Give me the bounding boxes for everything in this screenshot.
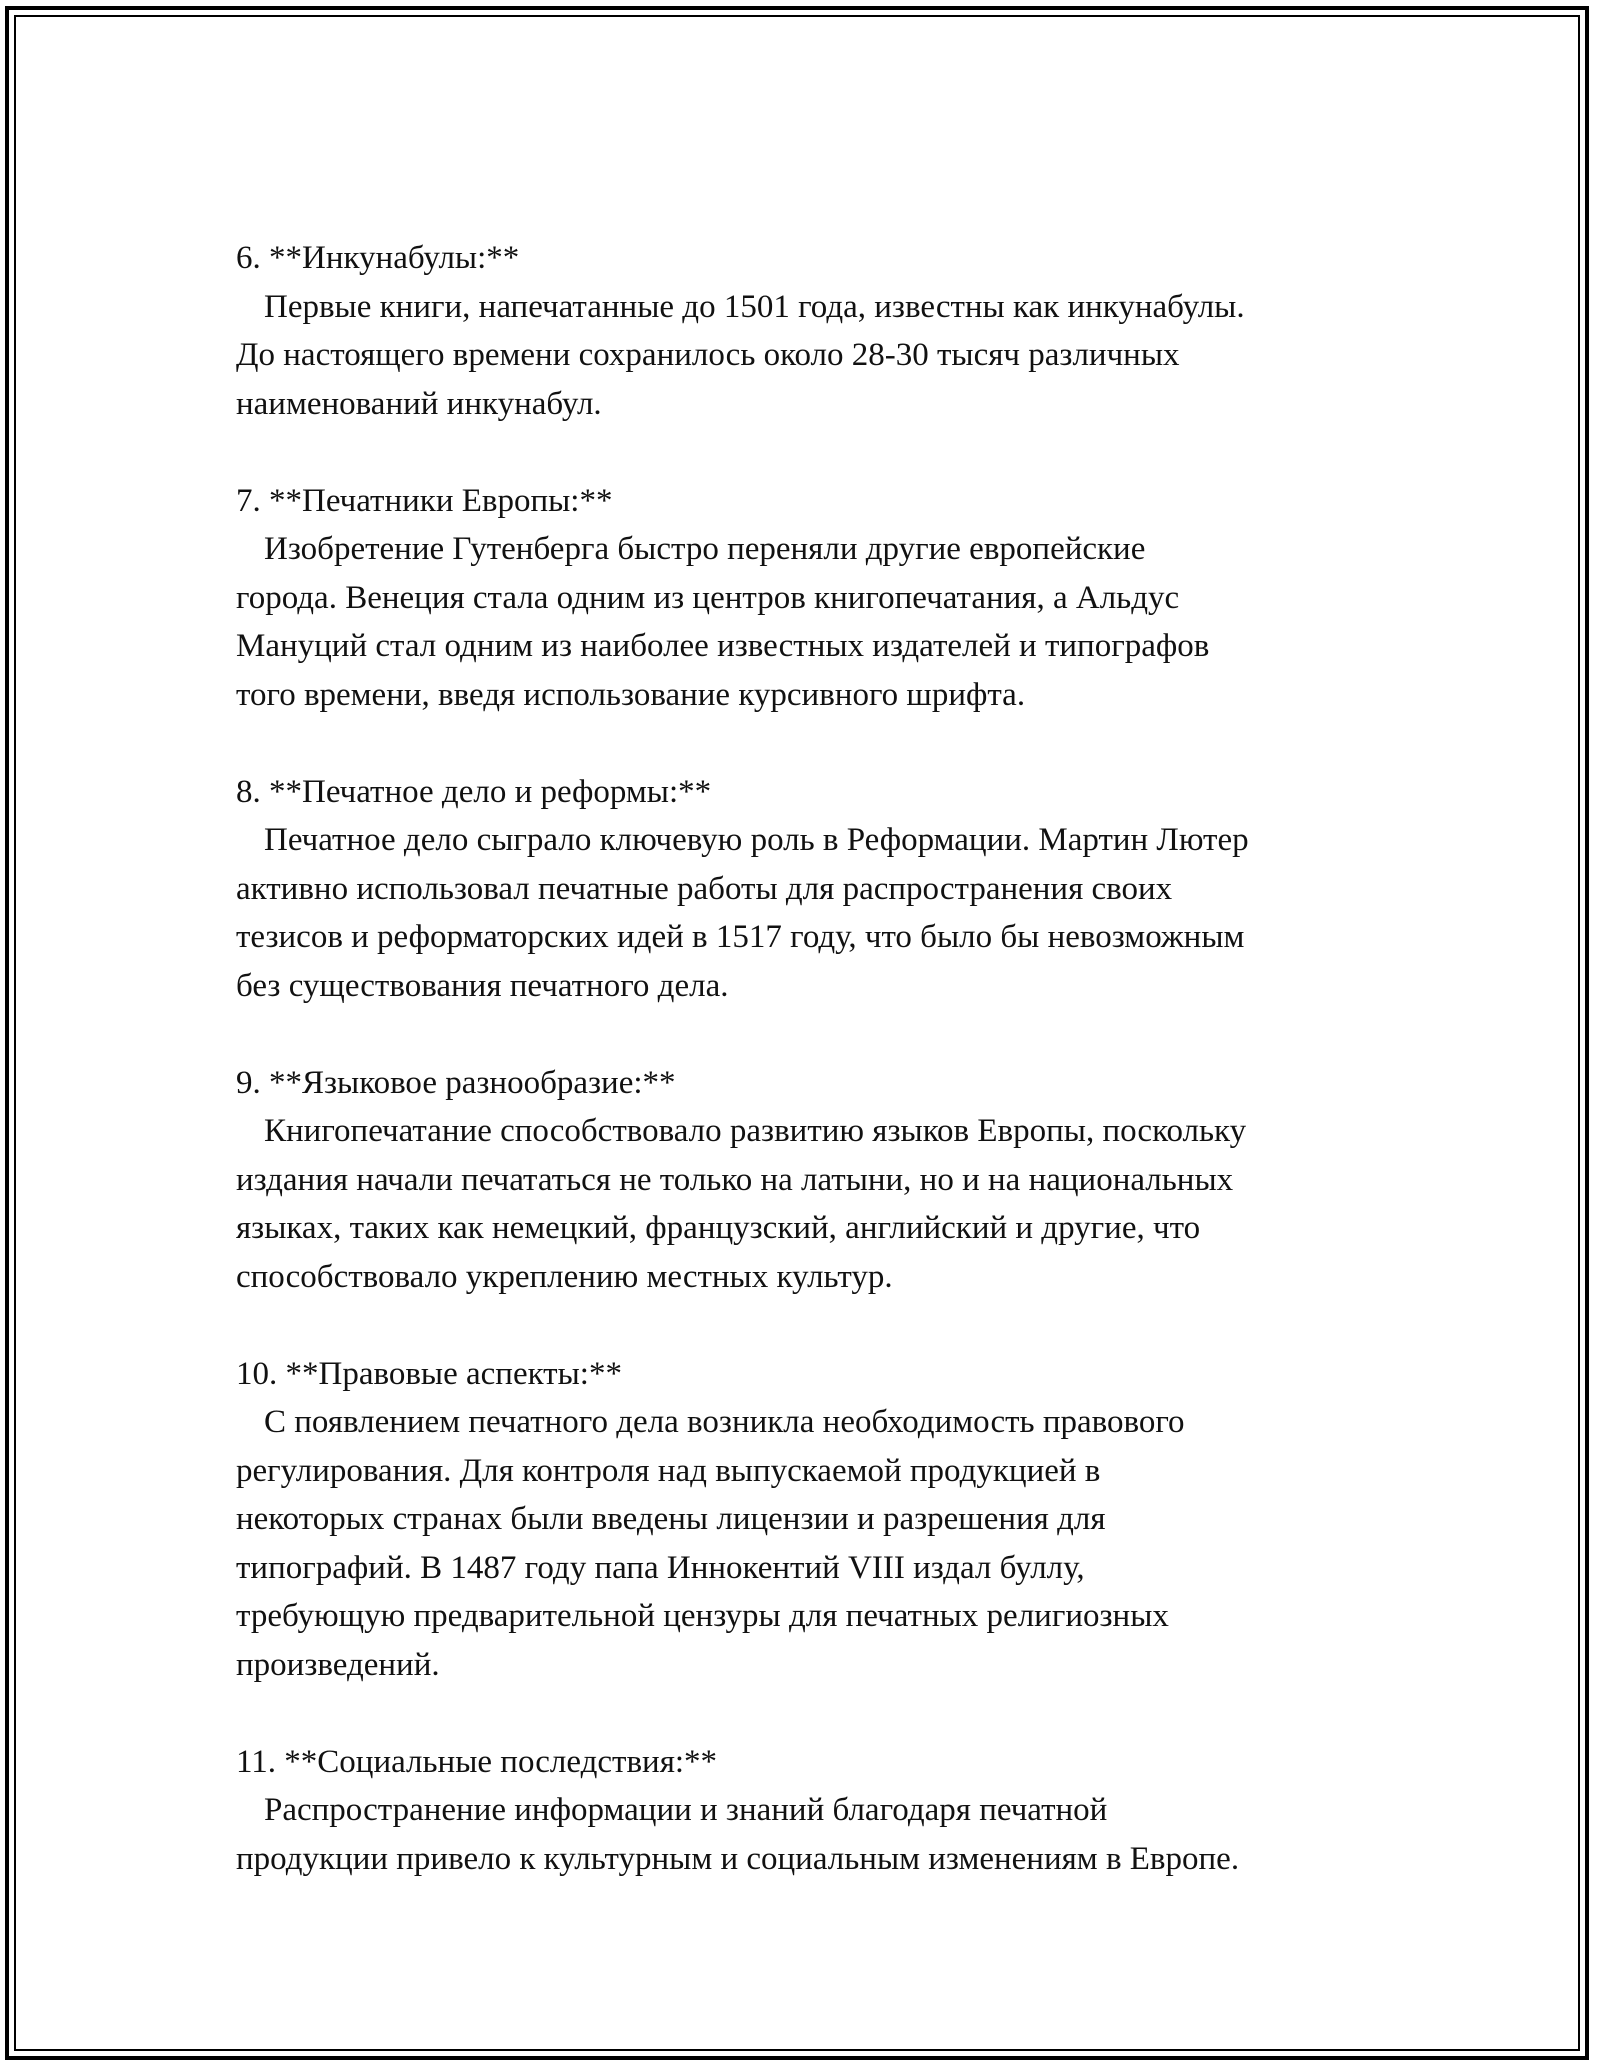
document-body bbox=[236, 234, 1416, 1932]
section-printing-and-reforms bbox=[236, 768, 1416, 1011]
section-title: 8. **Печатное дело и реформы:** bbox=[236, 773, 712, 810]
section-text: Книгопечатание способствовало развитию языков Европы, поскольку издания начали печататься не только на латыни, но и на национальных языках, таких как немецкий, французский, английский и другие, что способствовало укреплению местных культур. bbox=[236, 1113, 1247, 1295]
section-text: С появлением печатного дела возникла необходимость правового регулирования. Для контроля над выпускаемой продукцией в некоторых странах были введены лицензии и разрешения для типографий. В 1487 году папа Иннокентий VIII издал буллу, требующую предварительной цензуры для печатных религиозных произведений. bbox=[236, 1404, 1185, 1683]
section-title: 10. **Правовые аспекты:** bbox=[236, 1355, 622, 1392]
section-title: 9. **Языковое разнообразие:** bbox=[236, 1064, 676, 1101]
section-text: Изобретение Гутенберга быстро переняли другие европейские города. Венеция стала одним из центров книгопечатания, а Альдус Мануций стал одним из наиболее известных издателей и типографов того времени, введя использование курсивного шрифта. bbox=[236, 531, 1210, 713]
section-title: 6. **Инкунабулы:** bbox=[236, 240, 520, 276]
section-text: Печатное дело сыграло ключевую роль в Реформации. Мартин Лютер активно использовал печатные работы для распространения своих тезисов и реформаторских идей в 1517 году, что было бы невозможным без существования печатного дела. bbox=[236, 822, 1249, 1004]
section-printers-of-europe bbox=[236, 477, 1416, 720]
section-legal-aspects bbox=[236, 1350, 1416, 1690]
section-title: 7. **Печатники Европы:** bbox=[236, 482, 613, 519]
section-linguistic-diversity bbox=[236, 1059, 1416, 1302]
section-title: 11. **Социальные последствия:** bbox=[236, 1743, 718, 1780]
section-text: Первые книги, напечатанные до 1501 года, известны как инкунабулы. До настоящего времени сохранилось около 28-30 тысяч различных наименований инкунабул. bbox=[236, 288, 1245, 422]
section-text: Распространение информации и знаний благодаря печатной продукции привело к культурным и социальным изменениям в Европе. bbox=[236, 1792, 1240, 1877]
section-incunabula bbox=[236, 234, 1416, 428]
section-social-consequences bbox=[236, 1738, 1416, 1884]
